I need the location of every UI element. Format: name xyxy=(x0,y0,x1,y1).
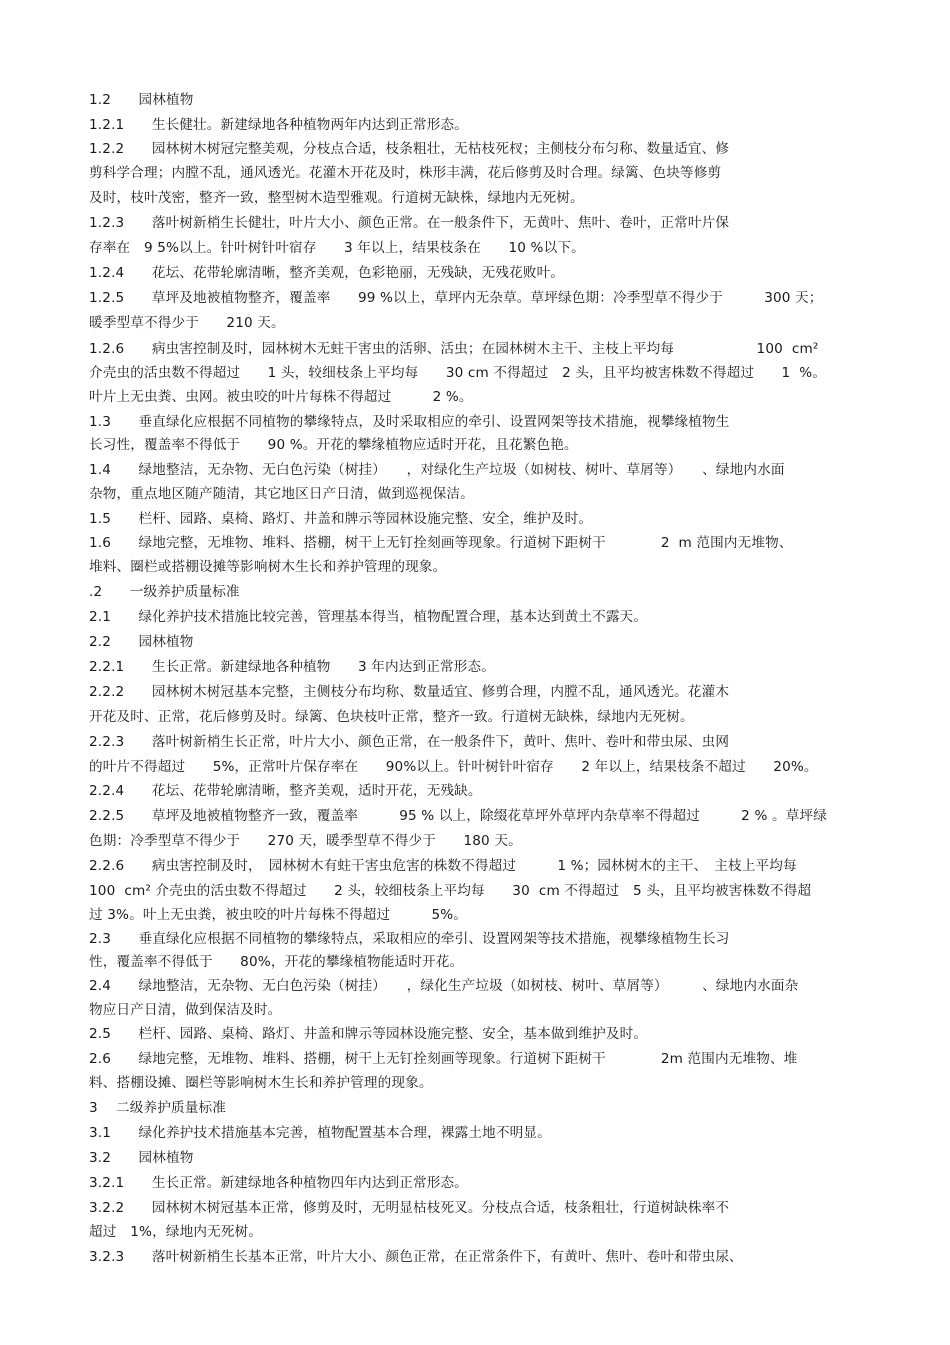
section-heading: 3.2 园林植物 xyxy=(89,1150,194,1166)
text-line: 1.2.4 花坛、花带轮廓清晰，整齐美观，色彩艳丽，无残缺，无残花败叶。 xyxy=(89,265,565,281)
text-line: 3.2.1 生长正常。新建绿地各种植物四年内达到正常形态。 xyxy=(89,1175,468,1191)
text-line: 1.2.3 落叶树新梢生长健壮，叶片大小、颜色正常。在一般条件下，无黄叶、焦叶、卷叶，正常叶片保 xyxy=(89,215,730,231)
text-line: 介壳虫的活虫数不得超过 1 头，较细枝条上平均每 30 cm 不得超过 2 头，且平均被害株数不得超过 1 %。 xyxy=(89,365,827,381)
text-line: 3.1 绿化养护技术措施基本完善，植物配置基本合理，裸露土地不明显。 xyxy=(89,1125,551,1141)
text-line: 色期：冷季型草不得少于 270 天，暖季型草不得少于 180 天。 xyxy=(89,833,522,849)
text-line: 2.2.6 病虫害控制及时， 园林树木有蛀干害虫危害的株数不得超过 1 %；园林树木的主干、 主枝上平均每 xyxy=(89,858,797,874)
section-heading: 2.2 园林植物 xyxy=(89,634,194,650)
text-line: 2.6 绿地完整，无堆物、堆料、搭棚，树干上无钉拴刻画等现象。行道树下距树干 2m 范围内无堆物、堆 xyxy=(89,1051,798,1067)
text-line: 2.2.2 园林树木树冠基本完整，主侧枝分布均称、数量适宜、修剪合理，内膛不乱，通风透光。花灌木 xyxy=(89,684,730,700)
text-line: 及时，枝叶茂密，整齐一致，整型树木造型雅观。行道树无缺株，绿地内无死树。 xyxy=(89,190,584,206)
text-line: 堆料、圈栏或搭棚设摊等影响树木生长和养护管理的现象。 xyxy=(89,559,447,575)
text-line: 2.2.3 落叶树新梢生长正常，叶片大小、颜色正常，在一般条件下，黄叶、焦叶、卷叶和带虫尿、虫网 xyxy=(89,734,730,750)
text-line: 1.3 垂直绿化应根据不同植物的攀缘特点，及时采取相应的牵引、设置网架等技术措施，视攀缘植物生 xyxy=(89,414,730,430)
text-line: 杂物，重点地区随产随清，其它地区日产日清，做到巡视保洁。 xyxy=(89,486,474,502)
text-line: 2.4 绿地整洁，无杂物、无白色污染（树挂） ，绿化生产垃圾（如树枝、树叶、草屑等） 、绿地内水面杂 xyxy=(89,978,799,994)
text-line: 1.4 绿地整洁，无杂物、无白色污染（树挂） ，对绿化生产垃圾（如树枝、树叶、草屑等） 、绿地内水面 xyxy=(89,462,785,478)
text-line: 1.5 栏杆、园路、桌椅、路灯、井盖和牌示等园林设施完整、安全，维护及时。 xyxy=(89,511,593,527)
text-line: 1.2.6 病虫害控制及时，园林树木无蛀干害虫的活卵、活虫；在园林树木主干、主枝上平均每 100 cm² xyxy=(89,341,819,357)
text-line: 剪科学合理；内膛不乱，通风透光。花灌木开花及时，株形丰满，花后修剪及时合理。绿篱、色块等修剪 xyxy=(89,165,722,181)
text-line: 1.2.1 生长健壮。新建绿地各种植物两年内达到正常形态。 xyxy=(89,117,468,133)
text-line: 的叶片不得超过 5%，正常叶片保存率在 90%以上。针叶树针叶宿存 2 年以上，结果枝条不超过 20%。 xyxy=(89,759,818,775)
text-line: 2.2.4 花坛、花带轮廓清晰，整齐美观，适时开花，无残缺。 xyxy=(89,783,482,799)
section-heading: 1.2 园林植物 xyxy=(89,92,194,108)
text-line: 叶片上无虫粪、虫网。被虫咬的叶片每株不得超过 2 %。 xyxy=(89,389,473,405)
text-line: 1.2.2 园林树木树冠完整美观，分枝点合适，枝条粗壮，无枯枝死杈；主侧枝分布匀称、数量适宜、修 xyxy=(89,141,730,157)
text-line: 存率在 9 5%以上。针叶树针叶宿存 3 年以上，结果枝条在 10 %以下。 xyxy=(89,240,585,256)
section-heading: 3 二级养护质量标准 xyxy=(89,1100,226,1116)
text-line: 物应日产日清，做到保洁及时。 xyxy=(89,1002,282,1018)
text-line: 2.2.5 草坪及地被植物整齐一致，覆盖率 95 % 以上，除缀花草坪外草坪内杂草率不得超过 2 % 。草坪绿 xyxy=(89,808,827,824)
text-line: 3.2.3 落叶树新梢生长基本正常，叶片大小、颜色正常，在正常条件下，有黄叶、焦叶、卷叶和带虫尿、 xyxy=(89,1249,743,1265)
text-line: 性，覆盖率不得低于 80%，开花的攀缘植物能适时开花。 xyxy=(89,954,464,970)
text-line: 料、搭棚设摊、圈栏等影响树木生长和养护管理的现象。 xyxy=(89,1075,433,1091)
section-heading: .2 一级养护质量标准 xyxy=(89,584,240,600)
text-line: 3.2.2 园林树木树冠基本正常，修剪及时，无明显枯枝死叉。分枝点合适，枝条粗壮，行道树缺株率不 xyxy=(89,1200,730,1216)
text-line: 开花及时、正常，花后修剪及时。绿篱、色块枝叶正常，整齐一致。行道树无缺株，绿地内无死树。 xyxy=(89,709,694,725)
text-line: 超过 1%，绿地内无死树。 xyxy=(89,1224,263,1240)
text-line: 1.2.5 草坪及地被植物整齐，覆盖率 99 %以上，草坪内无杂草。草坪绿色期：冷季型草不得少于 300 天； xyxy=(89,290,823,306)
text-line: 2.5 栏杆、园路、桌椅、路灯、井盖和牌示等园林设施完整、安全，基本做到维护及时。 xyxy=(89,1026,648,1042)
text-line: 2.2.1 生长正常。新建绿地各种植物 3 年内达到正常形态。 xyxy=(89,659,495,675)
text-line: 100 cm² 介壳虫的活虫数不得超过 2 头，较细枝条上平均每 30 cm 不得超过 5 头，且平均被害株数不得超 xyxy=(89,883,812,899)
text-line: 长习性，覆盖率不得低于 90 %。开花的攀缘植物应适时开花，且花繁色艳。 xyxy=(89,437,578,453)
text-line: 1.6 绿地完整，无堆物、堆料、搭棚，树干上无钉拴刻画等现象。行道树下距树干 2 m 范围内无堆物、 xyxy=(89,535,793,551)
text-line: 2.1 绿化养护技术措施比较完善，管理基本得当，植物配置合理，基本达到黄土不露天。 xyxy=(89,609,648,625)
text-line: 暖季型草不得少于 210 天。 xyxy=(89,315,285,331)
text-line: 过 3%。叶上无虫粪，被虫咬的叶片每株不得超过 5%。 xyxy=(89,907,468,923)
text-line: 2.3 垂直绿化应根据不同植物的攀缘特点，采取相应的牵引、设置网架等技术措施，视攀缘植物生长习 xyxy=(89,931,730,947)
